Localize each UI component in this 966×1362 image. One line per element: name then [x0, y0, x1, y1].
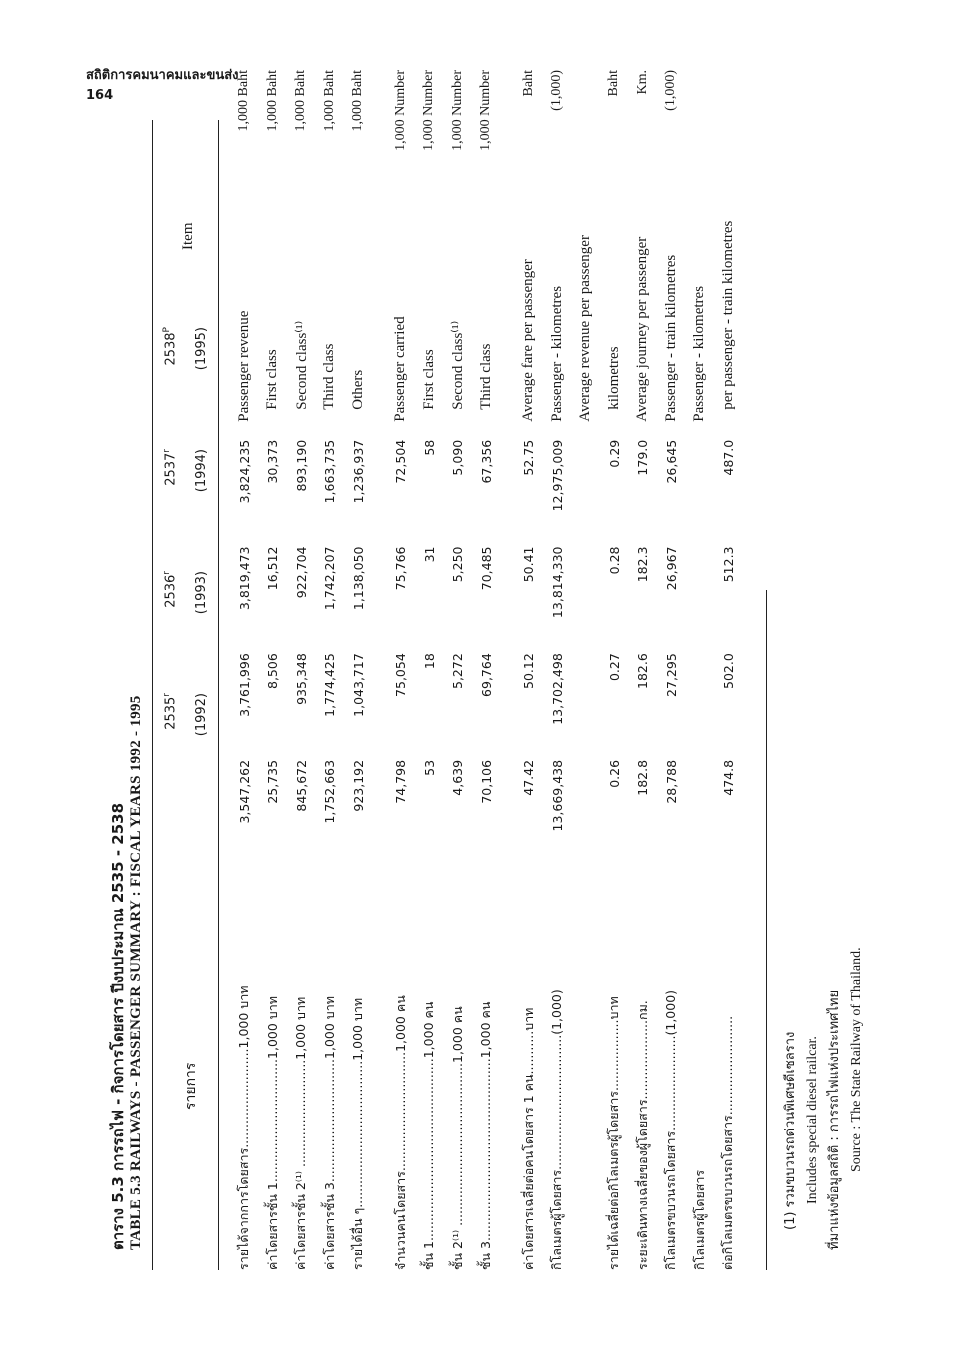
source-thai: ที่มาแห่งข้อมูลสถิติ : การรถไฟแห่งประเทศไทย	[827, 989, 842, 1250]
book-title: สถิติการคมนาคมและขนส่ง	[86, 68, 239, 83]
table-row: ระยะเดินทางเฉลี่ยของผู้โดยสาร....................กม. 182.8 182.6 182.3 179.0 Average journey per passenger Km.	[634, 70, 651, 1270]
source-english: Source : The State Railway of Thailand.	[849, 947, 864, 1172]
table-row: ค่าโดยสารเฉลี่ยต่อคนโดยสาร 1 คน...........บาท 47.42 50.12 50.41 52.75 Average fare per passenger Baht	[520, 70, 537, 1270]
table-row: Average revenue per passenger	[577, 235, 594, 422]
header-rule	[218, 120, 219, 1270]
table-row: รายได้เฉลี่ยต่อกิโลเมตรผู้โดยสาร..................บาท 0.26 0.27 0.28 0.29 kilometres Baht	[605, 70, 622, 1270]
footnote-english: Includes special diesel railcar.	[805, 1036, 820, 1204]
passenger-summary-table	[230, 70, 743, 1270]
year-ce-3: (1994)	[194, 449, 209, 493]
footnote-thai: (1) รวมขบวนรถด่วนพิเศษดีเซลราง	[783, 1031, 798, 1230]
year-be-4: $2538^P$	[162, 327, 179, 366]
top-rule	[152, 120, 153, 1270]
column-head-item: Item	[180, 222, 196, 250]
table-row: ชั้น 3..............................................1,000 คน 70,106 69,764 70,485 67,356 Third class 1,000 Number	[477, 70, 494, 1270]
table-row: กิโลเมตรผู้โดยสาร..................................(1,000) 13,669,438 13,702,498 13,814,330 12,975,009 Passenger - kilometres (1,000)	[548, 70, 565, 1270]
table-title-thai: ตาราง 5.3 การรถไฟ - กิจการโดยสาร ปีงบประมาณ 2535 - 2538	[109, 802, 127, 1250]
table-row: ชั้น 2⁽¹⁾ .........................................1,000 คน 4,639 5,272 5,250 5,090 Second class⁽¹⁾ 1,000 Number	[449, 70, 467, 1270]
year-ce-1: (1992)	[194, 693, 209, 737]
year-be-3: 2537$^r$	[162, 449, 179, 486]
table-row: กิโลเมตรขบวนรถโดยสาร........................(1,000) 28,788 27,295 26,967 26,645 Passenger - train kilometres (1,000)	[662, 70, 679, 1270]
table-row: ชั้น 1..............................................1,000 คน 53 18 31 58 First class 1,000 Number	[420, 70, 437, 1270]
column-head-thai: รายการ	[183, 1062, 199, 1110]
table-row: ค่าโดยสารชั้น 2⁽¹⁾ ...........................1,000 บาท 845,672 935,348 922,704 893,190 Second class⁽¹⁾ 1,000 Baht	[293, 70, 310, 1270]
year-be-1: 2535$^r$	[162, 693, 179, 730]
table-row: รายได้อื่น ๆ.....................................1,000 บาท 923,192 1,043,717 1,138,050 1,236,937 Others 1,000 Baht	[349, 70, 366, 1270]
table-row: ค่าโดยสารชั้น 3...............................1,000 บาท 1,752,663 1,774,425 1,742,207 1,663,735 Third class 1,000 Baht	[321, 70, 338, 1270]
table-notes	[780, 947, 868, 1270]
year-be-2: 2536$^r$	[162, 571, 179, 608]
table-row: จำนวนคนโดยสาร..............................1,000 คน 74,798 75,054 75,766 72,504 Passenger carried 1,000 Number	[392, 70, 409, 1270]
column-head-1994	[162, 449, 209, 571]
table-row: กิโลเมตรผู้โดยสาร Passenger - kilometres	[691, 285, 708, 1270]
table-row: ค่าโดยสารชั้น 1...............................1,000 บาท 25,735 8,506 16,512 30,373 First class 1,000 Baht	[264, 70, 281, 1270]
table-row: รายได้จากการโดยสาร.........................1,000 บาท 3,547,262 3,761,996 3,819,473 3,824,235 Passenger revenue 1,000 Baht	[235, 70, 252, 1270]
table-row: ต่อกิโลเมตรขบวนรถโดยสาร......................... 474.8 502.0 512.3 487.0 per passenger - train kilometres	[719, 220, 736, 1270]
column-head-1995	[162, 327, 209, 449]
column-head-1993	[162, 571, 209, 693]
page-number: 164	[86, 88, 114, 103]
table-title-english: TABLE 5.3 RAILWAYS - PASSENGER SUMMARY : FISCAL YEARS 1992 - 1995	[128, 695, 144, 1250]
rotated-table-page	[100, 70, 864, 1270]
bottom-rule	[766, 590, 767, 1270]
column-head-1992	[162, 693, 209, 815]
year-ce-4: (1995)	[194, 327, 209, 371]
year-ce-2: (1993)	[194, 571, 209, 615]
